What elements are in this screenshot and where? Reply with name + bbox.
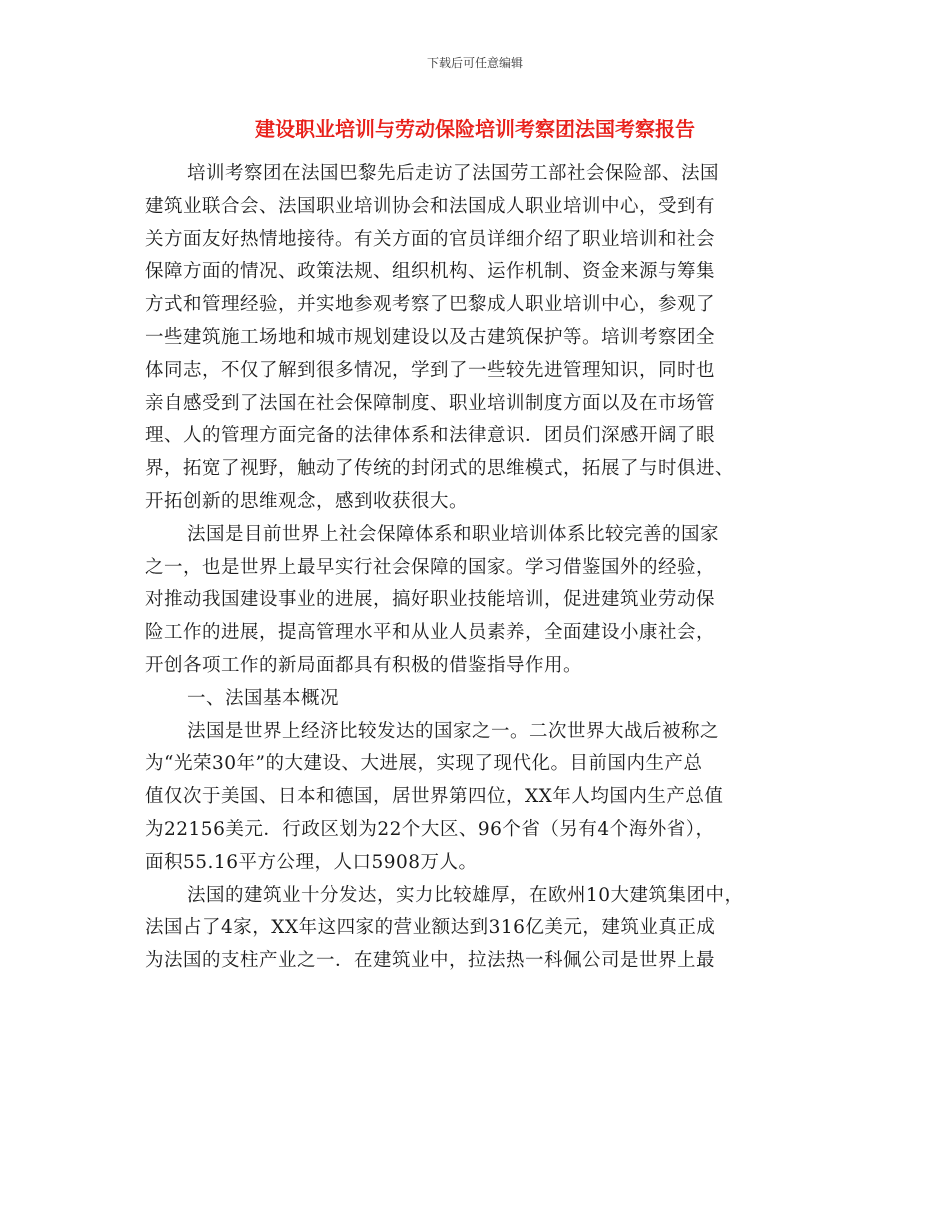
paragraph-line: 开创各项工作的新局面都具有积极的借鉴指导作用。 bbox=[145, 654, 583, 676]
paragraph-line: 面积55.16平方公理，人口5908万人。 bbox=[145, 851, 478, 873]
paragraph-line: 保障方面的情况、政策法规、组织机构、运作机制、资金来源与筹集 bbox=[145, 261, 716, 283]
paragraph-line: 法国占了4家，XX年这四家的营业额达到316亿美元，建筑业真正成 bbox=[145, 917, 716, 939]
paragraph-line: 法国是目前世界上社会保障体系和职业培训体系比较完善的国家 bbox=[187, 523, 720, 545]
paragraph-line: 体同志，不仅了解到很多情况，学到了一些较先进管理知识，同时也 bbox=[145, 359, 716, 381]
paragraph-line: 为22156美元．行政区划为22个大区、96个省（另有4个海外省）， bbox=[145, 818, 715, 840]
page-header: 下载后可任意编辑 bbox=[426, 56, 523, 70]
paragraph-line: 方式和管理经验，并实地参观考察了巴黎成人职业培训中心，参观了 bbox=[145, 294, 716, 316]
paragraph-line: 法国是世界上经济比较发达的国家之一。二次世界大战后被称之 bbox=[187, 720, 720, 742]
paragraph-line: 之一，也是世界上最早实行社会保障的国家。学习借鉴国外的经验， bbox=[145, 556, 716, 578]
section-heading: 一、法国基本概况 bbox=[187, 687, 340, 709]
paragraph-line: 理、人的管理方面完备的法律体系和法律意识．团员们深感开阔了眼 bbox=[145, 425, 716, 447]
paragraph-line: 为“光荣30年”的大建设、大进展，实现了现代化。目前国内生产总 bbox=[145, 753, 703, 775]
paragraph-line: 对推动我国建设事业的进展，搞好职业技能培训，促进建筑业劳动保 bbox=[145, 589, 716, 611]
paragraph-line: 值仅次于美国、日本和德国，居世界第四位，XX年人均国内生产总值 bbox=[145, 786, 724, 808]
paragraph-line: 开拓创新的思维观念，感到收获很大。 bbox=[145, 490, 469, 512]
paragraph-line: 培训考察团在法国巴黎先后走访了法国劳工部社会保险部、法国 bbox=[187, 163, 720, 184]
paragraph-line: 法国的建筑业十分发达，实力比较雄厚，在欧州10大建筑集团中， bbox=[187, 884, 744, 906]
paragraph-line: 界，拓宽了视野，触动了传统的封闭式的思维模式，拓展了与时俱进、 bbox=[145, 458, 735, 480]
document-body bbox=[145, 158, 805, 978]
paragraph-line: 一些建筑施工场地和城市规划建设以及古建筑保护等。培训考察团全 bbox=[145, 326, 716, 348]
paragraph-line: 为法国的支柱产业之一．在建筑业中，拉法热一科佩公司是世界上最 bbox=[145, 950, 716, 972]
paragraph-line: 关方面友好热情地接待。有关方面的官员详细介绍了职业培训和社会 bbox=[145, 228, 716, 250]
paragraph-line: 险工作的进展，提高管理水平和从业人员素养，全面建设小康社会， bbox=[145, 622, 716, 644]
paragraph-line: 亲自感受到了法国在社会保障制度、职业培训制度方面以及在市场管 bbox=[145, 392, 716, 414]
paragraph-line: 建筑业联合会、法国职业培训协会和法国成人职业培训中心，受到有 bbox=[145, 195, 716, 217]
document-title: 建设职业培训与劳动保险培训考察团法国考察报告 bbox=[255, 117, 695, 141]
